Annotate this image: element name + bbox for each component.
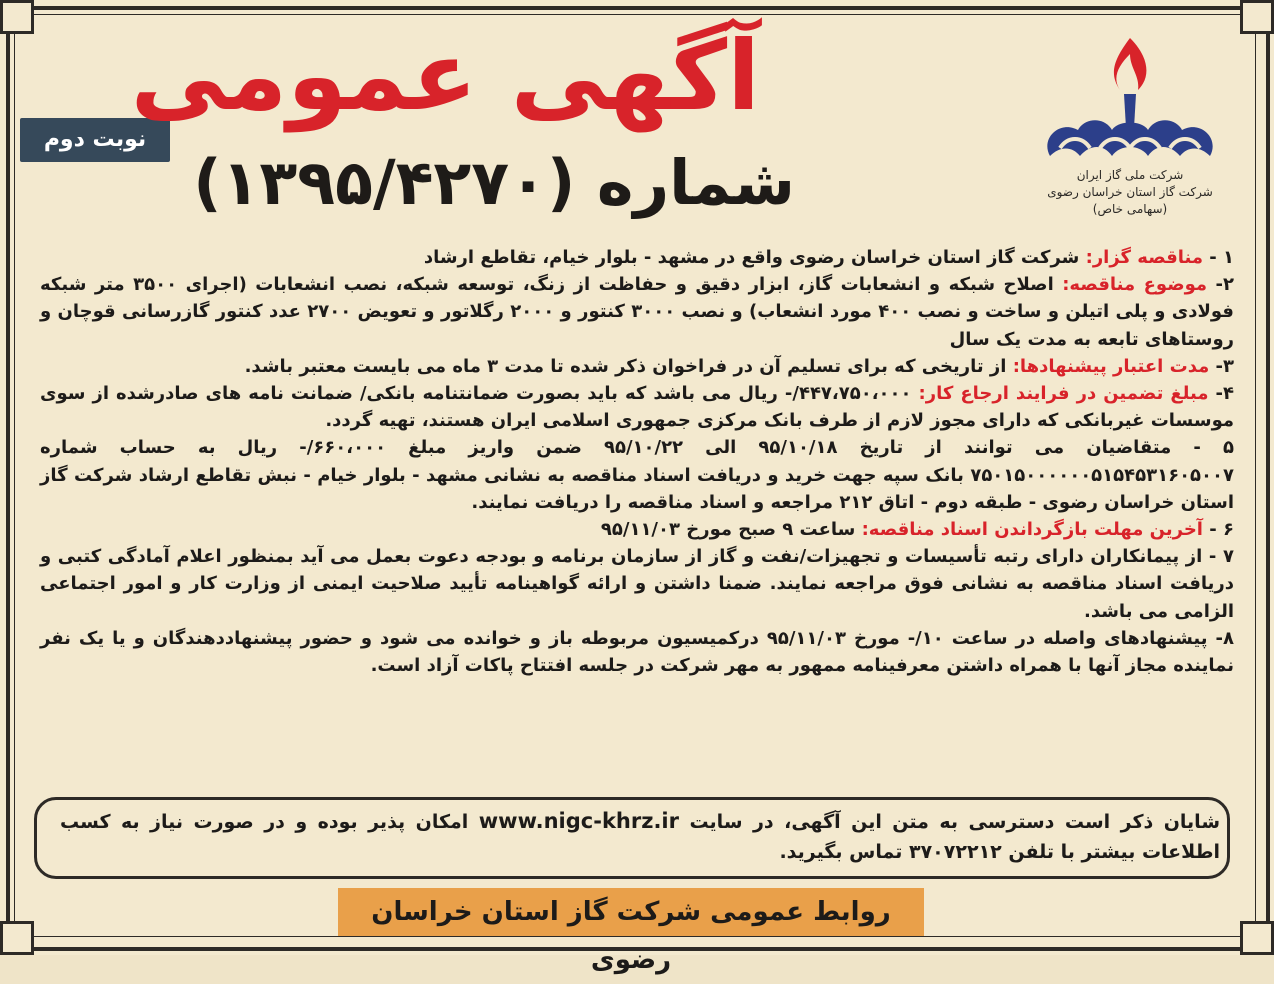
logo-line-2: شرکت گاز استان خراسان رضوی [1047,185,1213,199]
list-item: ۱ - مناقصه گزار: شرکت گاز استان خراسان رضوی واقع در مشهد - بلوار خیام، تقاطع ارشاد [423,247,1234,268]
info-note: شایان ذکر است دسترسی به متن این آگهی، در سایت www.nigc-khrz.ir امکان پذیر بوده و در صورت نیاز به کسب اطلاعات بیشتر با تلفن ۳۷۰۷۲۲۱۲ تماس بگیرید. [60,809,1220,863]
list-item: ۸- پیشنهادهای واصله در ساعت ۱۰/- مورخ ۹۵/۱۱/۰۳ درکمیسیون مربوطه باز و خوانده می شود و حضور پیشنهاددهندگان و یا یک نفر نماینده مجاز آنها با همراه داشتن معرفینامه ممهور به مهر شرکت در جلسه افتتاح پاکات آزاد است. [40,627,1234,677]
round-badge: نوبت دوم [20,118,170,162]
list-item: ۷ - از پیمانکاران دارای رتبه تأسیسات و تجهیزات/نفت و گاز از سازمان برنامه و بودجه دعوت بعمل می آید بمنظور اعلام آمادگی کتبی و دریافت اسناد مناقصه به نشانی فوق مراجعه نمایند. ضمنا داشتن و ارائه گواهینامه تأیید صلاحیت ایمنی از وزارت کار و امور اجتماعی الزامی می باشد. [40,546,1234,622]
ad-number: شماره (۱۳۹۵/۴۲۷۰) [193,146,795,219]
border-corner-ornament [1240,0,1274,34]
website-link[interactable]: www.nigc-khrz.ir [478,809,679,833]
logo-line-1: شرکت ملی گاز ایران [1076,168,1184,182]
border-corner-ornament [1240,921,1274,955]
border-corner-ornament [0,0,34,34]
ad-title: آگهی عمومی [130,20,760,132]
list-item: ۴- مبلغ تضمین در فرایند ارجاع کار: ۴۴۷،۷۵۰،۰۰۰/- ریال می باشد که باید بصورت ضمانتنامه بانکی/ ضمانت نامه های صادرشده از سوی موسسات غیربانکی که دارای مجوز لازم از طرف بانک مرکزی جمهوری اسلامی ایران هستند، تهیه گردد. [40,383,1234,432]
flame-gas-logo-icon [1020,28,1240,168]
logo-line-3: (سهامی خاص) [1092,202,1168,216]
list-item: ۶ - آخرین مهلت بازگرداندن اسناد مناقصه: ساعت ۹ صبح مورخ ۹۵/۱۱/۰۳ [600,519,1234,541]
border-corner-ornament [0,921,34,955]
list-item: ۲- موضوع مناقصه: اصلاح شبکه و انشعابات گاز، ابزار دقیق و حفاظت از زنگ، توسعه شبکه، نصب انشعابات (اجرای ۳۵۰۰ متر شبکه فولادی و پلی اتیلن و ساخت و نصب ۴۰۰ مورد انشعاب) و نصب ۳۰۰۰ کنتور و ۲۰۰۰ رگلاتور و تعویض ۲۷۰۰ عدد کنتور گازرسانی قوچان و روستاهای تابعه به مدت یک سال [40,274,1234,350]
company-logo [1020,28,1240,218]
list-item: ۳- مدت اعتبار پیشنهادها: از تاریخی که برای تسلیم آن در فراخوان ذکر شده تا مدت ۳ ماه می بایست معتبر باشد. [244,355,1234,377]
list-item: ۵ - متقاضیان می توانند از تاریخ ۹۵/۱۰/۱۸ الی ۹۵/۱۰/۲۲ ضمن واریز مبلغ ۶۶۰،۰۰۰/- ریال به حساب شماره ۷۵۰۱۵۰۰۰۰۰۰۵۱۵۴۵۳۱۶۰۵۰۰۷ بانک سپه جهت خرید و دریافت اسناد مناقصه به نشانی مشهد - بلوار خیام - نبش تقاطع ارشاد شرکت گاز استان خراسان رضوی - طبقه دوم - اتاق ۲۱۲ مراجعه و اسناد مناقصه را دریافت نمایند. [40,437,1234,513]
ad-body [40,244,1234,679]
footer-banner: روابط عمومی شرکت گاز استان خراسان رضوی [338,888,924,936]
